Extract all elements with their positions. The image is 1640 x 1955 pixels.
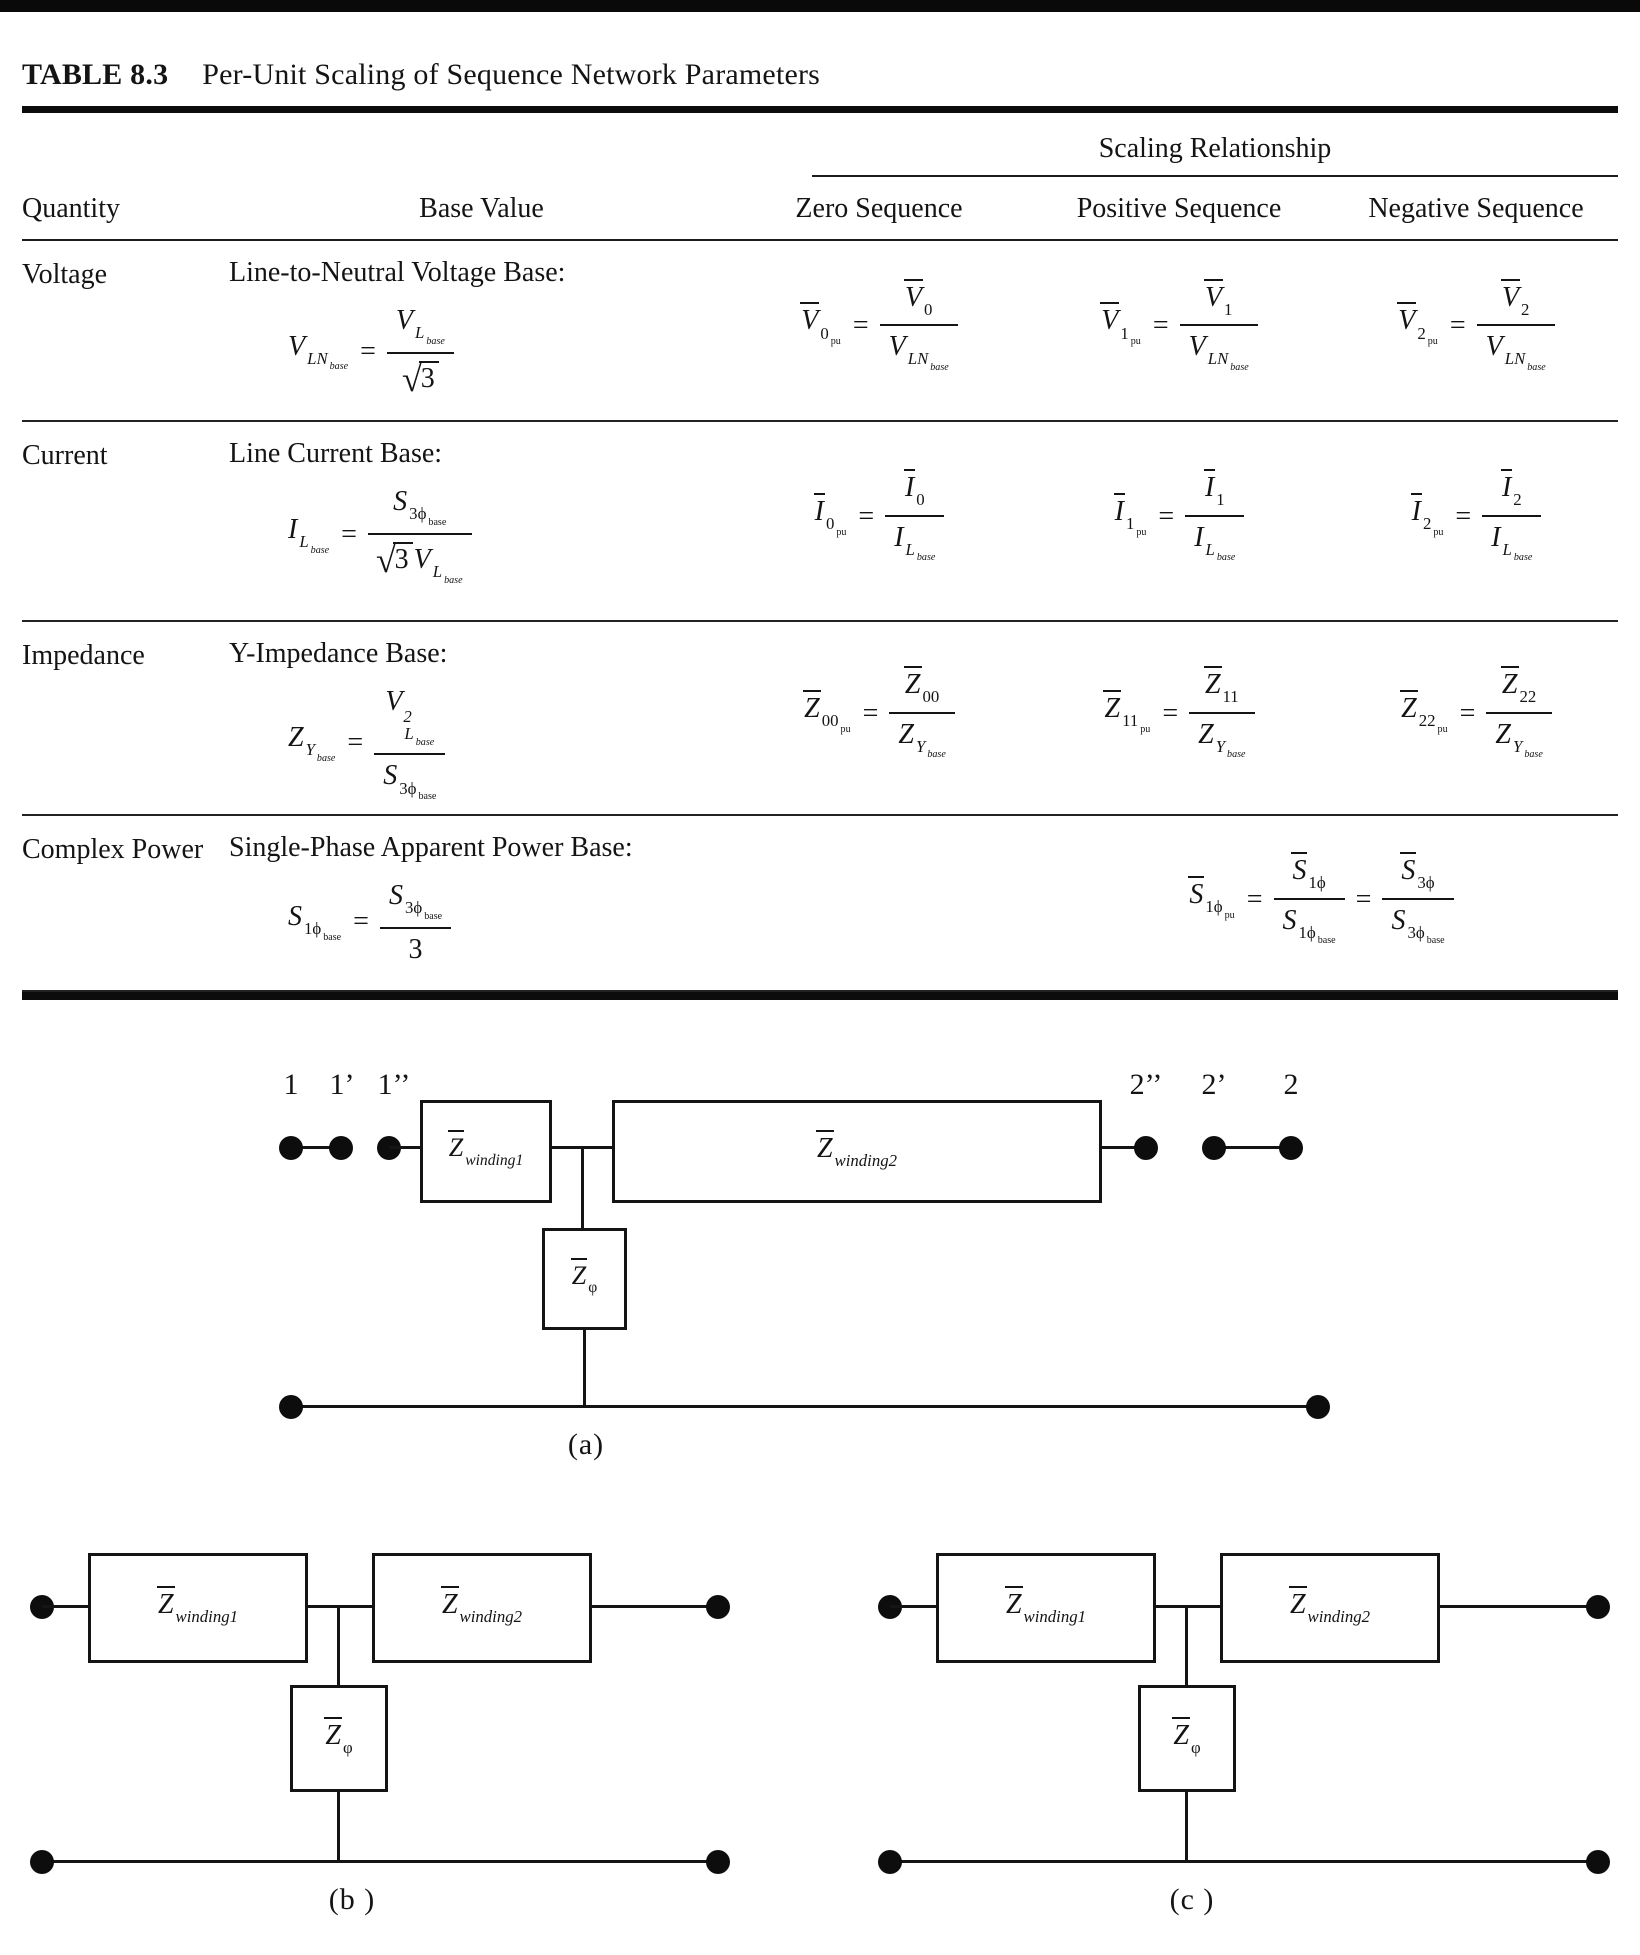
impedance-label-winding2: Z $_{winding2}$: [1289, 1589, 1371, 1627]
impedance-label-winding1: Z $_{winding1}$: [157, 1589, 239, 1627]
wire: [389, 1146, 420, 1149]
terminal-label-2: 2: [1283, 1068, 1299, 1101]
formula-impedance-zero-sequence: Z $_{00 _{pu}}$ = Z $_{00}$ Z $_{Y _{base}}$: [803, 667, 955, 761]
terminal-label-2-double-prime: 2’’: [1129, 1068, 1163, 1101]
wire: [1440, 1605, 1598, 1608]
base-value-label: Y-Impedance Base:: [229, 638, 448, 669]
impedance-box-magnetizing: [290, 1685, 388, 1792]
quantity-label: Voltage: [22, 259, 108, 290]
formula-impedance-negative-sequence: Z $_{22 _{pu}}$ = Z $_{22}$ Z $_{Y _{base}}$: [1400, 667, 1552, 761]
terminal-dot: [329, 1136, 353, 1160]
terminal-dot: [878, 1850, 902, 1874]
quantity-label: Current: [22, 440, 108, 471]
terminal-label-1-double-prime: 1’’: [377, 1068, 411, 1101]
formula-voltage-base: V $_{LN _{base}}$ = V $_{L _{base}}$ √3: [287, 303, 454, 401]
base-value-label: Line Current Base:: [229, 438, 443, 469]
impedance-label-winding1: Z $_{winding1}$: [1005, 1589, 1087, 1627]
terminal-dot: [1306, 1395, 1330, 1419]
column-header-quantity: Quantity: [22, 193, 120, 224]
base-value-label: Single-Phase Apparent Power Base:: [229, 832, 633, 863]
scaling-relationship-row: [22, 117, 1618, 181]
column-header-base-value: Base Value: [419, 193, 544, 224]
terminal-dot: [1586, 1595, 1610, 1619]
terminal-dot: [1586, 1850, 1610, 1874]
wire: [581, 1148, 584, 1228]
wire: [890, 1605, 936, 1608]
figure-caption-c: (c ): [1169, 1883, 1215, 1916]
wire: [308, 1605, 372, 1608]
sequence-network-figures: [0, 1040, 1640, 1955]
table-number: TABLE 8.3: [22, 58, 169, 91]
impedance-box-magnetizing: [1138, 1685, 1236, 1792]
terminal-dot: [706, 1595, 730, 1619]
terminal-label-1-prime: 1’: [329, 1068, 355, 1101]
column-header-positive-sequence: Positive Sequence: [1076, 193, 1282, 224]
formula-complex-power-base: S $_{1\phi _{base}}$ = S $_{3\phi _{base}}$ 3: [287, 878, 451, 967]
table-bottom-rule: [22, 992, 1618, 1000]
wire: [1156, 1605, 1220, 1608]
terminal-label-2-prime: 2’: [1201, 1068, 1227, 1101]
terminal-dot: [279, 1395, 303, 1419]
impedance-box-winding2: [372, 1553, 592, 1663]
terminal-dot: [1202, 1136, 1226, 1160]
formula-current-zero-sequence: I $_{0 _{pu}}$ = I $_0$ I $_{L _{base}}$: [814, 470, 945, 564]
impedance-label-winding2: Z $_{winding2}$: [816, 1133, 898, 1171]
wire-bottom-rail: [890, 1860, 1598, 1863]
impedance-box-winding1: [936, 1553, 1156, 1663]
table-header: [22, 117, 1618, 241]
terminal-dot: [706, 1850, 730, 1874]
terminal-dot: [30, 1850, 54, 1874]
wire: [1185, 1607, 1188, 1685]
base-value-label: Line-to-Neutral Voltage Base:: [229, 257, 566, 288]
wire: [42, 1605, 88, 1608]
table-row-current: [22, 422, 1618, 622]
column-header-zero-sequence: Zero Sequence: [795, 193, 963, 224]
table-sheet: [0, 12, 1640, 1000]
table-row-complex-power: [22, 816, 1618, 992]
figure-caption-b: (b ): [328, 1883, 376, 1916]
wire: [1185, 1792, 1188, 1862]
figure-caption-a: (a): [567, 1428, 605, 1461]
table-row-impedance: [22, 622, 1618, 816]
wire-bottom-rail: [291, 1405, 1318, 1408]
scaling-relationship-header: Scaling Relationship: [812, 117, 1618, 177]
wire-bottom-rail: [42, 1860, 718, 1863]
formula-voltage-negative-sequence: V $_{2 _{pu}}$ = V $_2$ V $_{LN _{base}}$: [1397, 280, 1555, 374]
formula-impedance-positive-sequence: Z $_{11 _{pu}}$ = Z $_{11}$ Z $_{Y _{base}}$: [1103, 667, 1254, 761]
formula-complex-power-sequence: S $_{1\phi _{pu}}$ = S $_{1\phi}$ S $_{1\phi _{base}}$ = S $_{3\phi}$ S $_{3\phi _{base}}$: [1188, 853, 1453, 947]
title-rule: [22, 106, 1618, 113]
terminal-dot: [1134, 1136, 1158, 1160]
impedance-box-winding1: [420, 1100, 552, 1203]
formula-impedance-base: Z $_{Y _{base}}$ = V 2 L $_{base}$ S $_{3\phi _{base}}$: [287, 684, 445, 803]
quantity-label: Impedance: [22, 640, 145, 671]
impedance-label-magnetizing: Z $_\varphi$: [1172, 1720, 1201, 1758]
impedance-label-winding1: Z $_{winding1}$: [448, 1133, 525, 1170]
column-header-row: [22, 181, 1618, 241]
wire: [337, 1792, 340, 1862]
table-row-voltage: [22, 241, 1618, 422]
impedance-label-magnetizing: Z $_\varphi$: [324, 1720, 353, 1758]
formula-voltage-positive-sequence: V $_{1 _{pu}}$ = V $_1$ V $_{LN _{base}}$: [1100, 280, 1258, 374]
impedance-box-winding2: [612, 1100, 1102, 1203]
page-top-edge-bar: [0, 0, 1640, 12]
impedance-label-magnetizing: Z $_\varphi$: [571, 1261, 598, 1298]
column-header-negative-sequence: Negative Sequence: [1368, 193, 1584, 224]
wire: [583, 1330, 586, 1407]
impedance-box-magnetizing: [542, 1228, 627, 1330]
terminal-dot: [1279, 1136, 1303, 1160]
impedance-box-winding2: [1220, 1553, 1440, 1663]
impedance-box-winding1: [88, 1553, 308, 1663]
quantity-label: Complex Power: [22, 834, 204, 865]
wire: [337, 1607, 340, 1685]
formula-current-positive-sequence: I $_{1 _{pu}}$ = I $_1$ I $_{L _{base}}$: [1114, 470, 1245, 564]
formula-voltage-zero-sequence: V $_{0 _{pu}}$ = V $_0$ V $_{LN _{base}}$: [800, 280, 958, 374]
formula-current-base: I $_{L _{base}}$ = S $_{3\phi _{base}}$ √3 V $_{L _{base}}$: [287, 484, 472, 586]
impedance-label-winding2: Z $_{winding2}$: [441, 1589, 523, 1627]
terminal-label-1: 1: [283, 1068, 299, 1101]
table-title: [22, 58, 1618, 92]
wire: [592, 1605, 718, 1608]
formula-current-negative-sequence: I $_{2 _{pu}}$ = I $_2$ I $_{L _{base}}$: [1411, 470, 1542, 564]
terminal-dot: [279, 1136, 303, 1160]
table-caption: Per-Unit Scaling of Sequence Network Parameters: [202, 58, 821, 91]
